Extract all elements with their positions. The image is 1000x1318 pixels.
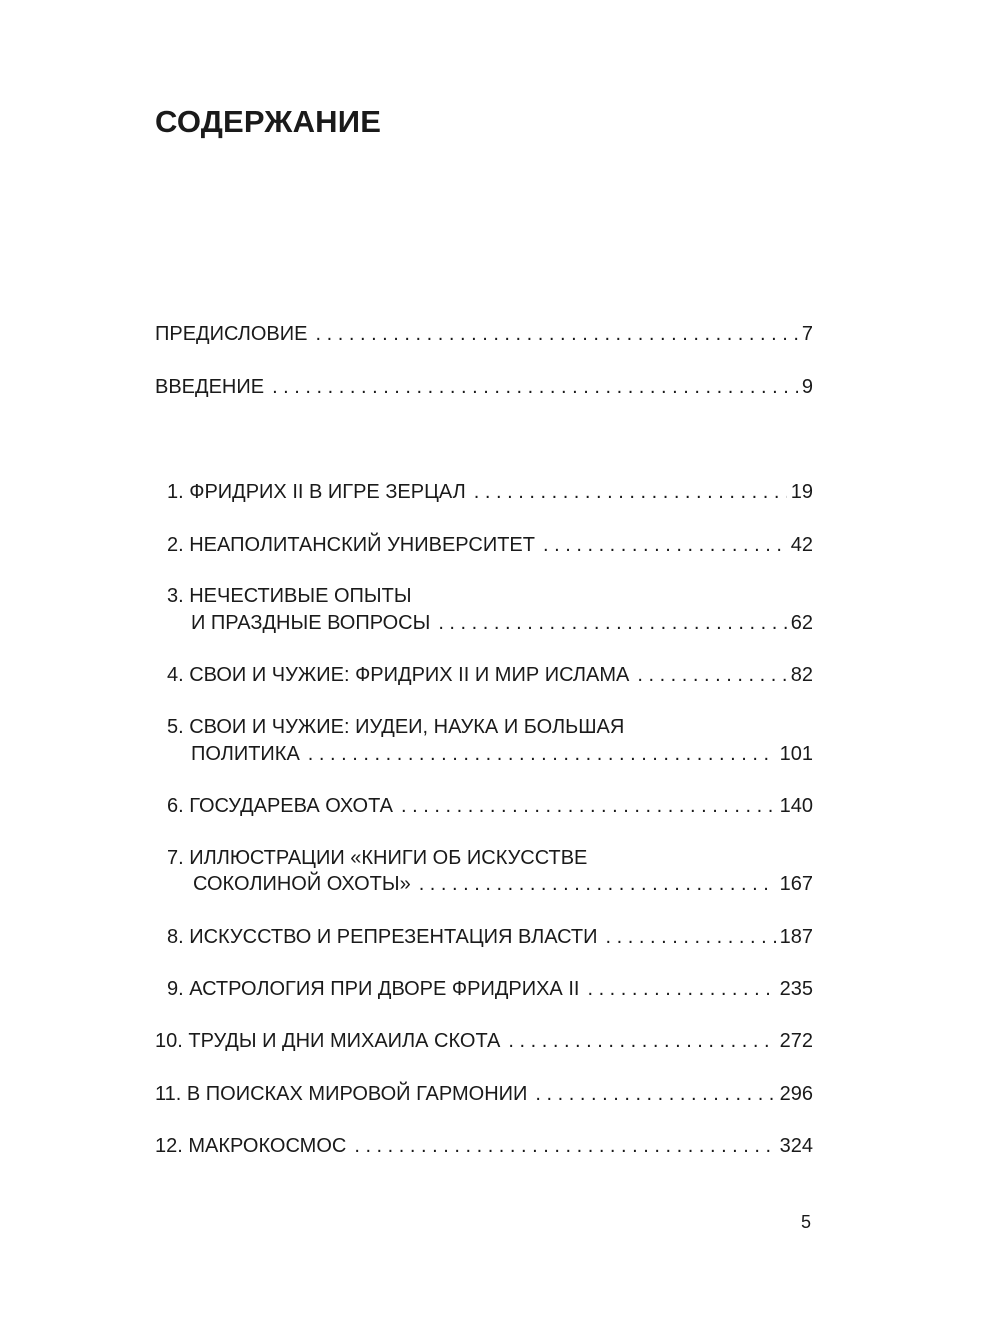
toc-entry-chapter-2[interactable] <box>167 532 813 558</box>
toc-entry-chapter-7[interactable] <box>193 871 813 897</box>
toc-entry-page: 9 <box>801 376 813 398</box>
page-number: 5 <box>801 1212 812 1232</box>
toc-entry-label: 9. АСТРОЛОГИЯ ПРИ ДВОРЕ ФРИДРИХА II <box>167 978 580 1000</box>
toc-entry-chapter-11[interactable] <box>155 1081 813 1107</box>
toc-entry-page: 187 <box>779 926 813 948</box>
dot-leader <box>308 741 776 767</box>
toc-entry-page: 42 <box>790 534 813 556</box>
toc-entry-label: И ПРАЗДНЫЕ ВОПРОСЫ <box>191 612 431 634</box>
toc-entry-label: 4. СВОИ И ЧУЖИЕ: ФРИДРИХ II И МИР ИСЛАМА <box>167 664 630 686</box>
toc-entry-label: 8. ИСКУССТВО И РЕПРЕЗЕНТАЦИЯ ВЛАСТИ <box>167 926 598 948</box>
page-title: СОДЕРЖАНИЕ <box>155 104 382 139</box>
toc-entry-page: 7 <box>801 323 813 345</box>
toc-entry-label: СОКОЛИНОЙ ОХОТЫ» <box>193 873 411 895</box>
dot-leader <box>401 793 776 819</box>
toc-entry-label: 2. НЕАПОЛИТАНСКИЙ УНИВЕРСИТЕТ <box>167 534 535 556</box>
toc-entry-chapter-5-first-line[interactable]: 5. СВОИ И ЧУЖИЕ: ИУДЕИ, НАУКА И БОЛЬШАЯ <box>167 716 625 738</box>
dot-leader <box>637 662 786 688</box>
toc-entry-chapter-1[interactable] <box>167 479 813 505</box>
toc-entry-page: 324 <box>779 1135 813 1157</box>
toc-entry-chapter-3[interactable] <box>191 610 813 636</box>
toc-entry-label: 1. ФРИДРИХ II В ИГРЕ ЗЕРЦАЛ <box>167 481 466 503</box>
toc-entry-label: ПРЕДИСЛОВИЕ <box>155 323 308 345</box>
toc-entry-page: 101 <box>779 743 813 765</box>
toc-entry-label: 11. В ПОИСКАХ МИРОВОЙ ГАРМОНИИ <box>155 1083 528 1105</box>
toc-entry-chapter-5[interactable] <box>191 741 813 767</box>
toc-entry-chapter-3-first-line[interactable]: 3. НЕЧЕСТИВЫЕ ОПЫТЫ <box>167 585 412 607</box>
toc-entry-introduction[interactable] <box>155 374 813 400</box>
toc-entry-label: ПОЛИТИКА <box>191 743 300 765</box>
toc-entry-chapter-8[interactable] <box>167 924 813 950</box>
dot-leader <box>272 374 798 400</box>
toc-entry-chapter-12[interactable] <box>155 1133 813 1159</box>
toc-entry-label: ВВЕДЕНИЕ <box>155 376 265 398</box>
toc-entry-label: 12. МАКРОКОСМОС <box>155 1135 347 1157</box>
dot-leader <box>587 976 775 1002</box>
dot-leader <box>508 1028 775 1054</box>
toc-entry-page: 82 <box>790 664 813 686</box>
toc-entry-chapter-6[interactable] <box>167 793 813 819</box>
dot-leader <box>419 871 776 897</box>
toc-entry-page: 272 <box>779 1030 813 1052</box>
toc-entry-page: 19 <box>790 481 813 503</box>
toc-entry-chapter-9[interactable] <box>167 976 813 1002</box>
toc-entry-chapter-7-first-line[interactable]: 7. ИЛЛЮСТРАЦИИ «КНИГИ ОБ ИСКУССТВЕ <box>167 847 588 869</box>
dot-leader <box>354 1133 775 1159</box>
dot-leader <box>543 532 787 558</box>
toc-entry-page: 140 <box>779 795 813 817</box>
toc-entry-chapter-4[interactable] <box>167 662 813 688</box>
toc-entry-preface[interactable] <box>155 321 813 347</box>
toc-entry-page: 296 <box>779 1083 813 1105</box>
dot-leader <box>474 479 787 505</box>
toc-entry-label: 6. ГОСУДАРЕВА ОХОТА <box>167 795 394 817</box>
dot-leader <box>438 610 786 636</box>
toc-entry-page: 235 <box>779 978 813 1000</box>
toc-entry-label: 10. ТРУДЫ И ДНИ МИХАИЛА СКОТА <box>155 1030 501 1052</box>
dot-leader <box>316 321 798 347</box>
toc-entry-page: 62 <box>790 612 813 634</box>
dot-leader <box>606 924 776 950</box>
toc-entry-chapter-10[interactable] <box>155 1028 813 1054</box>
dot-leader <box>535 1081 775 1107</box>
toc-entry-page: 167 <box>779 873 813 895</box>
